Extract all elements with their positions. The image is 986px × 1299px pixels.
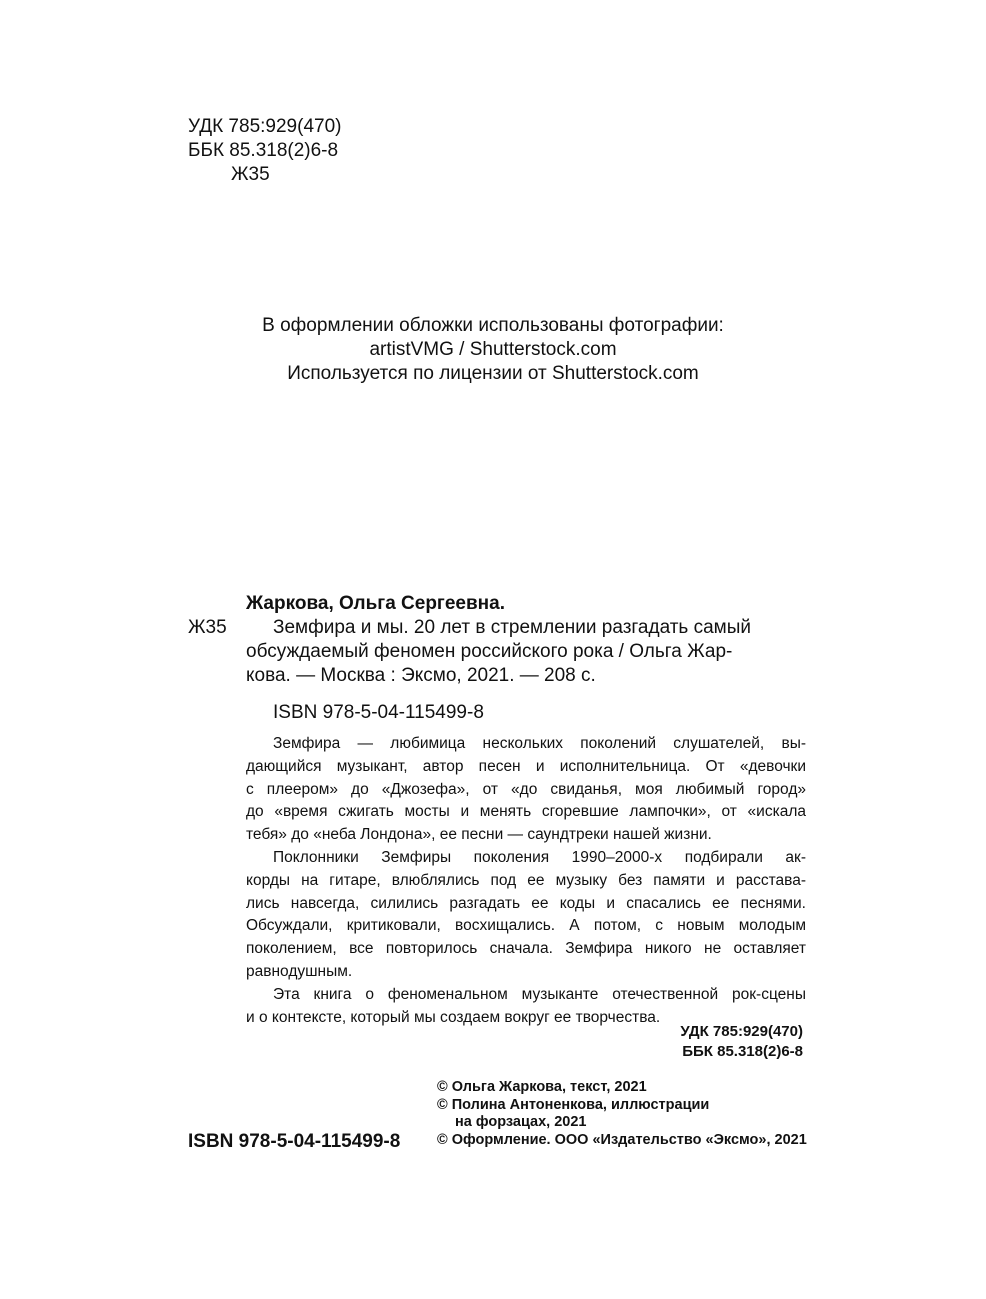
annotation-line: до «время сжигать мосты и менять сгоревшие лампочки», от «искала [246, 803, 806, 821]
copyright-notices [437, 1079, 807, 1149]
credits-line-2: artistVMG / Shutterstock.com [369, 339, 617, 360]
annotation-line: Земфира — любимица нескольких поколений слушателей, вы- [273, 735, 806, 752]
title-line: обсуждаемый феномен российского рока / Ольга Жар- [246, 641, 733, 662]
annotation-line: дающийся музыкант, автор песен и исполнительница. От «девочки [246, 757, 806, 775]
copyright-line: на форзацах, 2021 [455, 1114, 587, 1130]
udk-code: УДК 785:929(470) [680, 1023, 803, 1040]
annotation-line: и о контексте, который мы создаем вокруг ее творчества. [246, 1008, 661, 1026]
annotation-line: корды на гитаре, влюблялись под ее музыку без памяти и расстава- [246, 871, 806, 889]
annotation-line: тебя» до «неба Лондона», ее песни — саундтреки нашей жизни. [246, 826, 712, 844]
credits-line-1: В оформлении обложки использованы фотографии: [262, 315, 724, 336]
classification-codes-right [520, 1022, 803, 1062]
credits-line-3: Используется по лицензии от Shutterstock.com [287, 363, 699, 384]
author-mark-left: Ж35 [188, 617, 227, 638]
udk-code: УДК 785:929(470) [188, 116, 342, 137]
title-description [246, 616, 806, 688]
copyright-line: © Оформление. ООО «Издательство «Эксмо», 2021 [437, 1131, 807, 1148]
annotation-line: поколением, все повторилось сначала. Земфира никого не оставляет [246, 940, 806, 958]
title-line: Земфира и мы. 20 лет в стремлении разгадать самый [273, 617, 751, 638]
isbn-number: ISBN 978-5-04-115499-8 [273, 702, 484, 723]
bbk-code: ББК 85.318(2)6-8 [682, 1043, 803, 1060]
annotation-line: лись навсегда, силились разгадать ее коды и спасались ее песнями. [246, 894, 806, 912]
copyright-line: © Полина Антоненкова, иллюстрации [437, 1096, 710, 1113]
isbn-footer: ISBN 978-5-04-115499-8 [188, 1131, 401, 1152]
author-name: Жаркова, Ольга Сергеевна. [246, 593, 505, 614]
author-mark: Ж35 [231, 164, 270, 185]
title-line: кова. — Москва : Эксмо, 2021. — 208 с. [246, 665, 596, 686]
annotation-line: Эта книга о феноменальном музыканте отечественной рок-сцены [273, 985, 806, 1003]
annotation-line: Обсуждали, критиковали, восхищались. А потом, с новым молодым [246, 917, 806, 935]
cover-photo-credits [160, 314, 826, 386]
annotation-text [246, 733, 806, 1029]
bbk-code: ББК 85.318(2)6-8 [188, 140, 339, 161]
annotation-line: с плеером» до «Джозефа», от «до свиданья, моя любимый город» [246, 780, 806, 798]
copyright-line: © Ольга Жаркова, текст, 2021 [437, 1079, 647, 1095]
annotation-line: Поклонники Земфиры поколения 1990–2000-х подбирали ак- [273, 848, 806, 866]
annotation-line: равнодушным. [246, 962, 353, 980]
top-classification-codes [188, 115, 341, 187]
